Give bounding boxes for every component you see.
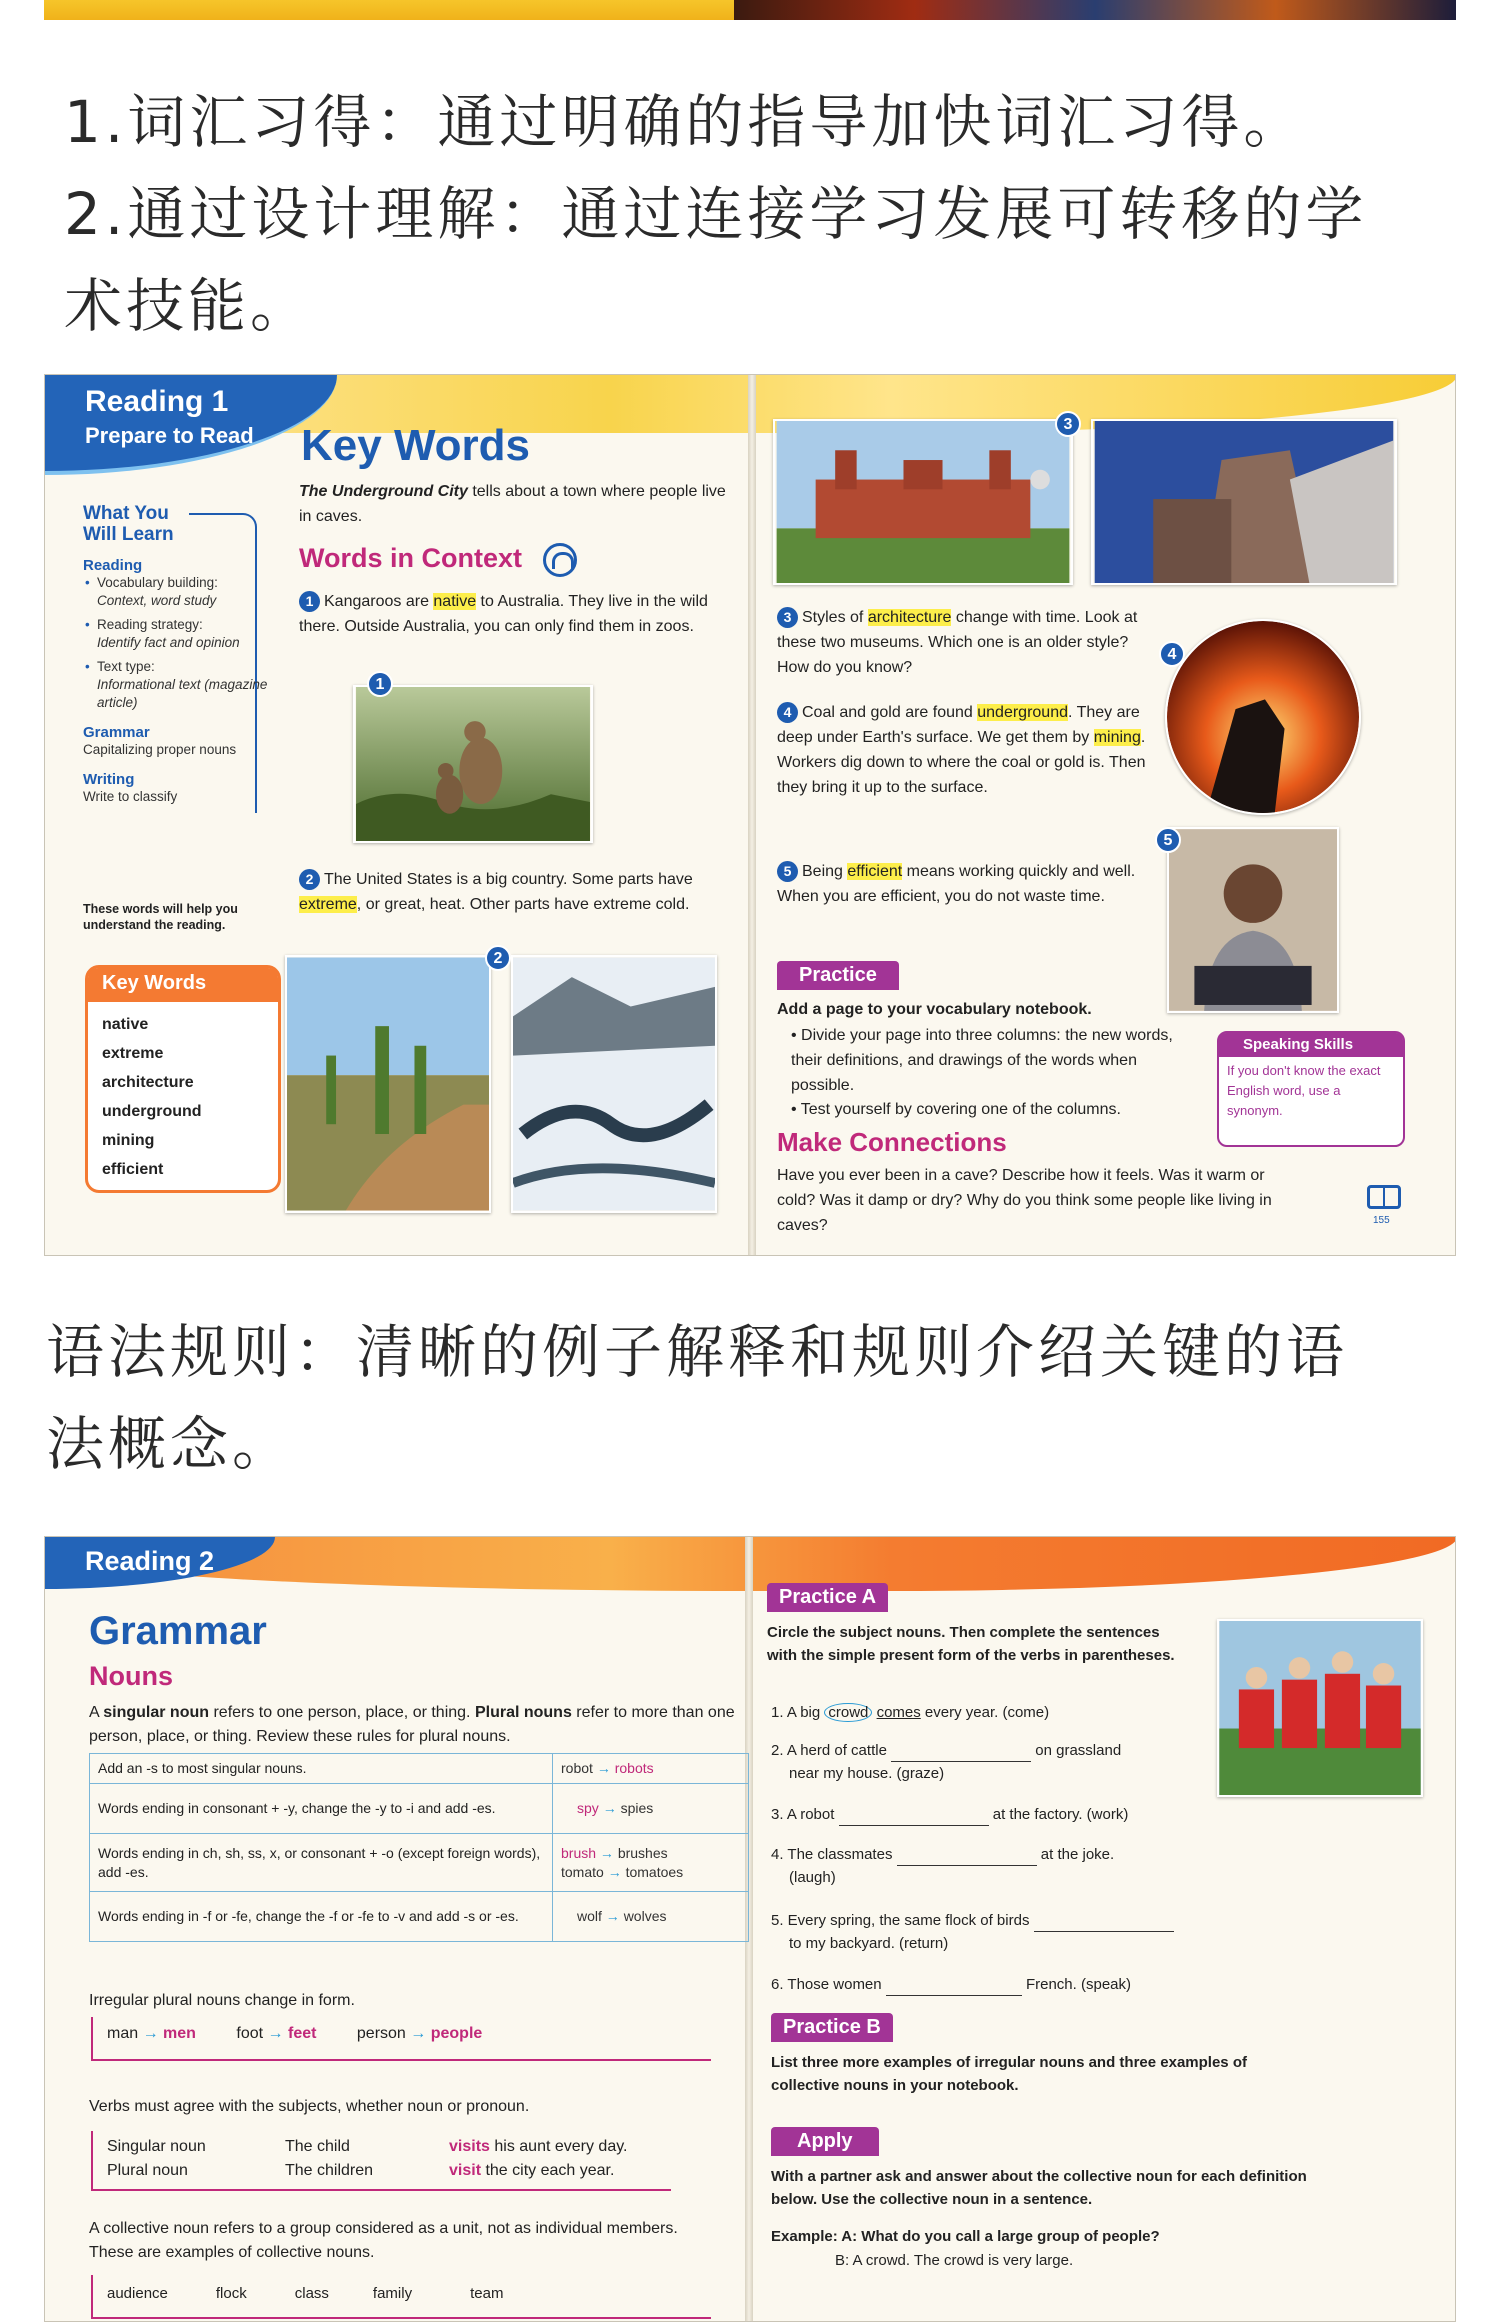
intro-line-3: 术技能。	[64, 272, 313, 340]
sidebar-item: Capitalizing proper nouns	[83, 742, 237, 757]
apply-example-answer: B: A crowd. The crowd is very large.	[835, 2252, 1074, 2269]
verb-agreement-examples	[91, 2131, 671, 2191]
practice-a-item-2: 2. A herd of cattle on grassland near my house. (graze)	[771, 1742, 1122, 1782]
verb-predicate: visit the city each year.	[449, 2162, 615, 2179]
make-connections-title: Make Connections	[777, 1127, 1007, 1157]
practice-bullet-2: • Test yourself by covering one of the columns.	[791, 1101, 1121, 1118]
speaking-skills-title: Speaking Skills	[1219, 1033, 1403, 1057]
table-row: Add an -s to most singular nouns. robot → robots	[90, 1754, 749, 1784]
sidebar-item: • Reading strategy: Identify fact and opinion	[83, 616, 293, 652]
sidebar-title: What You Will Learn	[83, 503, 174, 545]
table-row: Words ending in ch, sh, ss, x, or consonant + -o (except foreign words), add -es. brush → brushes tomato → tomatoes	[90, 1834, 749, 1892]
grammar-intro-line-2: 法概念。	[46, 1410, 295, 1478]
key-word: underground	[102, 1103, 202, 1120]
snow-photo	[511, 955, 717, 1213]
practice-a-item-5: 5. Every spring, the same flock of birds to my backyard. (return)	[771, 1909, 1251, 1955]
cropped-photo	[734, 0, 1456, 20]
verb-predicate: visits his aunt every day.	[449, 2138, 628, 2155]
practice-a-item-4: 4. The classmates at the joke. (laugh)	[771, 1846, 1115, 1886]
context-paragraph-1: 1 Kangaroos are native to Australia. They live in the wild there. Outside Australia, you can only find them in zoos.	[299, 593, 708, 635]
context-paragraph-5: 5 Being efficient means working quickly and well. When you are efficient, you do not waste time.	[777, 863, 1136, 905]
practice-a-tab: Practice A	[767, 1583, 888, 1612]
sidebar-item: Write to classify	[83, 789, 178, 804]
apply-example: Example: A: What do you call a large group of people?	[771, 2228, 1160, 2245]
collective-examples: audience flock class family team	[91, 2275, 711, 2319]
key-word: architecture	[102, 1074, 194, 1091]
nouns-title: Nouns	[89, 1661, 173, 1691]
photo-badge-3: 3	[1055, 411, 1081, 437]
speaking-skills-body: If you don't know the exact English word, use a synonym.	[1227, 1063, 1381, 1118]
mining-photo	[1165, 619, 1361, 815]
key-words-title: Key Words	[301, 421, 531, 470]
kangaroo-photo	[353, 685, 593, 843]
table-row: Words ending in consonant + -y, change the -y to -i and add -es. spy → spies	[90, 1784, 749, 1834]
help-note: These words will help you understand the reading.	[83, 902, 238, 932]
practice-a-instructions: Circle the subject nouns. Then complete the sentences with the simple present form of the verbs in parentheses.	[767, 1624, 1175, 1664]
practice-b-instructions: List three more examples of irregular nouns and three examples of collective nouns in your notebook.	[771, 2054, 1247, 2094]
intro-italic: The Underground City	[299, 483, 468, 500]
modern-museum-photo	[1091, 419, 1397, 585]
verb-subject: The child	[285, 2138, 350, 2155]
reading-2-label: Reading 2	[85, 1546, 215, 1576]
intro-rest: tells about a town where people live in caves.	[299, 483, 726, 525]
intro-line-2: 2.通过设计理解：通过连接学习发展可转移的学	[64, 180, 1368, 248]
collective-intro: A collective noun refers to a group considered as a unit, not as individual members. These are examples of collective nouns.	[89, 2220, 678, 2261]
key-words-intro	[299, 479, 729, 529]
irregular-examples: man → men foot → feet person → people	[91, 2017, 711, 2061]
table-row: Words ending in -f or -fe, change the -f or -fe to -v and add -s or -es. wolf → wolves	[90, 1892, 749, 1942]
photo-badge-4: 4	[1159, 641, 1185, 667]
key-word: efficient	[102, 1161, 164, 1178]
sidebar-item: • Vocabulary building: Context, word study	[83, 574, 293, 610]
soccer-team-photo	[1217, 1619, 1423, 1797]
photo-badge-1: 1	[367, 671, 393, 697]
desert-photo	[285, 955, 491, 1213]
sidebar-reading-label: Reading	[83, 557, 143, 574]
speaking-skills-box	[1217, 1031, 1405, 1147]
practice-lead: Add a page to your vocabulary notebook.	[777, 1001, 1092, 1018]
prepare-label: Prepare to Read	[85, 423, 254, 448]
reading-header	[45, 375, 337, 475]
top-image-strip	[44, 0, 1456, 20]
verbs-intro: Verbs must agree with the subjects, whether noun or pronoun.	[89, 2098, 530, 2115]
sidebar-writing-label: Writing	[83, 771, 135, 788]
intro-line-1: 1.词汇习得：通过明确的指导加快词汇习得。	[64, 88, 1306, 156]
make-connections-body: Have you ever been in a cave? Describe how it feels. Was it warm or cold? Was it damp or dry? Why do you think some people like living in caves?	[777, 1167, 1272, 1234]
reading-2-header	[45, 1537, 275, 1589]
apply-instructions: With a partner ask and answer about the collective noun for each definition below. Use the collective noun in a sentence.	[771, 2168, 1307, 2208]
verb-subject: The children	[285, 2162, 374, 2179]
photo-badge-5: 5	[1155, 827, 1181, 853]
context-paragraph-3: 3 Styles of architecture change with time. Look at these two museums. Which one is an older style? How do you know?	[777, 609, 1138, 676]
key-words-spread	[44, 374, 1456, 1256]
photo-badge-2: 2	[485, 945, 511, 971]
reading-label: Reading 1	[85, 385, 229, 418]
key-word: native	[102, 1016, 149, 1033]
grammar-title: Grammar	[89, 1609, 267, 1653]
practice-a-item-3: 3. A robot at the factory. (work)	[771, 1803, 1128, 1826]
context-paragraph-4: 4 Coal and gold are found underground. They are deep under Earth's surface. We get them by mining. Workers dig down to where the coal or gold is. Then they bring it up to the surface.	[777, 704, 1146, 796]
plural-rules-table	[89, 1753, 749, 1942]
page-number: 155	[1373, 1215, 1390, 1226]
book-spine	[748, 375, 756, 1256]
verb-row: Singular noun	[107, 2138, 206, 2155]
boy-computer-photo	[1167, 827, 1339, 1013]
words-in-context-title: Words in Context	[299, 543, 523, 573]
practice-tab: Practice	[777, 961, 899, 990]
ellis-island-photo	[773, 419, 1073, 585]
book-icon	[1367, 1185, 1401, 1209]
practice-bullet-1: • Divide your page into three columns: the new words, their definitions, and drawings of the words when possible.	[791, 1027, 1173, 1094]
sidebar-grammar-label: Grammar	[83, 724, 150, 741]
sidebar-item: • Text type: Informational text (magazine article)	[83, 658, 293, 712]
noun-definition: A singular noun refers to one person, place, or thing. Plural nouns refer to more than one person, place, or thing. Review these rules for plural nouns.	[89, 1704, 735, 1745]
apply-tab: Apply	[771, 2127, 879, 2156]
irregular-intro: Irregular plural nouns change in form.	[89, 1992, 355, 2009]
yellow-band	[44, 0, 734, 20]
headphones-icon[interactable]	[543, 543, 577, 577]
key-word: extreme	[102, 1045, 164, 1062]
what-you-will-learn	[83, 503, 293, 806]
key-words-box	[85, 965, 281, 1193]
practice-b-tab: Practice B	[771, 2013, 893, 2042]
practice-a-item-1: 1. A big crowd comes every year. (come)	[771, 1704, 1050, 1721]
context-paragraph-2: 2 The United States is a big country. Some parts have extreme, or great, heat. Other parts have extreme cold.	[299, 871, 693, 913]
key-word: mining	[102, 1132, 155, 1149]
key-words-box-title: Key Words	[88, 968, 278, 1002]
practice-a-item-6: 6. Those women French. (speak)	[771, 1973, 1131, 1996]
grammar-spread	[44, 1536, 1456, 2322]
verb-row: Plural noun	[107, 2162, 188, 2179]
grammar-intro-line-1: 语法规则：清晰的例子解释和规则介绍关键的语	[46, 1318, 1349, 1386]
